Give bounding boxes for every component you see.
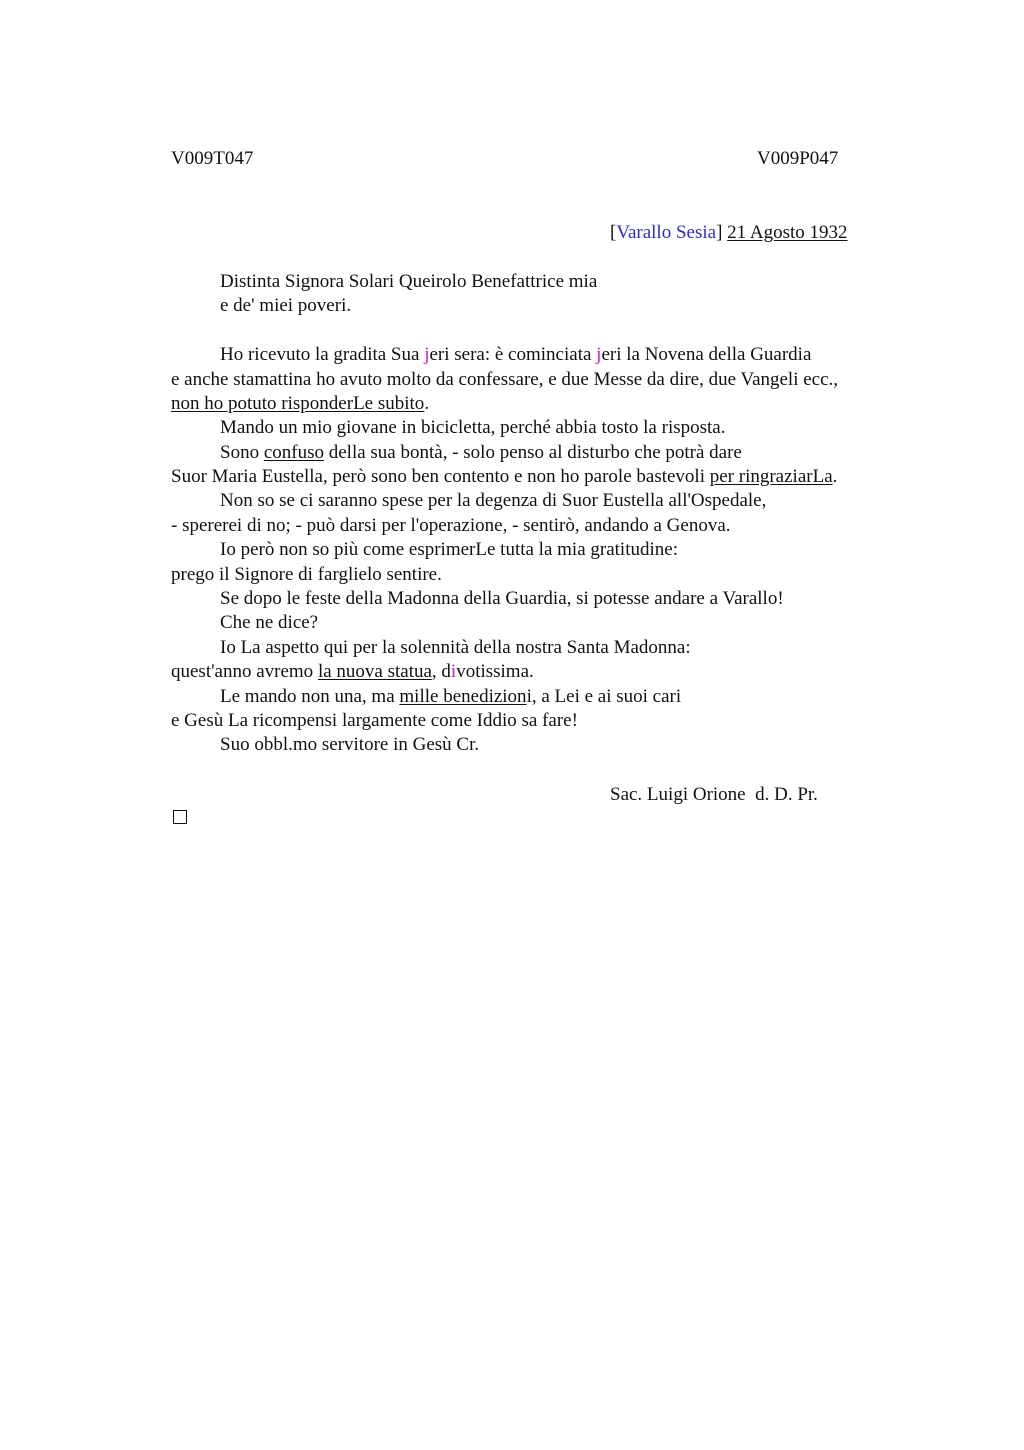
text-span: della sua bontà, - solo penso al disturbo che potrà dare [323, 442, 742, 463]
underlined-text: non ho potuto risponderLe subito [171, 393, 425, 414]
text-span: i, a Lei e ai suoi cari [526, 686, 682, 707]
right-reference-code: V009P047 [757, 148, 839, 169]
paragraph-6: Se dopo le feste della Madonna della Guardia, si potesse andare a Varallo! [220, 588, 784, 609]
dateline-open-bracket: [ [610, 222, 617, 243]
text-span: Ho ricevuto la gradita Sua [220, 344, 425, 365]
dateline [610, 221, 848, 245]
text-span: eri sera: è cominciata [429, 344, 597, 365]
paragraph-3-line-2 [171, 465, 837, 489]
empty-box-icon [173, 810, 187, 824]
paragraph-3-line-1 [220, 441, 742, 465]
dateline-close-bracket: ] [716, 222, 723, 243]
underlined-text: per ringraziarLa [709, 466, 833, 487]
paragraph-7: Che ne dice? [220, 612, 319, 633]
text-span: Le mando non una, ma [220, 686, 400, 707]
closing-line: Suo obbl.mo servitore in Gesù Cr. [220, 734, 480, 755]
underlined-text: confuso [263, 442, 324, 463]
text-span: . [832, 466, 838, 487]
text-span: Suor Maria Eustella, però sono ben contento e non ho parole bastevoli [171, 466, 710, 487]
salutation-line-2: e de' miei poveri. [220, 295, 352, 316]
paragraph-9-line-1 [220, 685, 681, 709]
paragraph-5-line-2: prego il Signore di farglielo sentire. [171, 564, 442, 585]
text-span: eri la Novena della Guardia [601, 344, 812, 365]
paragraph-8-line-2 [171, 660, 534, 684]
paragraph-4-line-2: - spererei di no; - può darsi per l'operazione, - sentirò, andando a Genova. [171, 515, 731, 536]
dateline-date: 21 Agosto 1932 [727, 222, 848, 243]
dateline-place: Varallo Sesia [616, 222, 717, 243]
highlighted-letter: j [424, 344, 430, 365]
paragraph-1-line-1 [220, 343, 811, 367]
underlined-text: mille benedizion [399, 686, 527, 707]
highlighted-letter: i [450, 661, 457, 682]
paragraph-1-line-2: e anche stamattina ho avuto molto da confessare, e due Messe da dire, due Vangeli ecc., [171, 369, 839, 390]
text-span: quest'anno avremo [171, 661, 318, 682]
paragraph-8-line-1: Io La aspetto qui per la solennità della nostra Santa Madonna: [220, 637, 691, 658]
highlighted-letter: j [596, 344, 602, 365]
signature: Sac. Luigi Orione d. D. Pr. [610, 784, 818, 805]
left-reference-code: V009T047 [171, 148, 254, 169]
underlined-text: la nuova statua [317, 661, 432, 682]
paragraph-2: Mando un mio giovane in bicicletta, perché abbia tosto la risposta. [220, 417, 726, 438]
text-span: votissima. [456, 661, 534, 682]
paragraph-5-line-1: Io però non so più come esprimerLe tutta la mia gratitudine: [220, 539, 678, 560]
paragraph-4-line-1: Non so se ci saranno spese per la degenza di Suor Eustella all'Ospedale, [220, 490, 767, 511]
text-span: , d [431, 661, 451, 682]
text-span: Sono [220, 442, 264, 463]
paragraph-1-line-3 [171, 392, 429, 416]
salutation-line-1: Distinta Signora Solari Queirolo Benefattrice mia [220, 271, 598, 292]
paragraph-9-line-2: e Gesù La ricompensi largamente come Iddio sa fare! [171, 710, 578, 731]
text-span: . [424, 393, 430, 414]
